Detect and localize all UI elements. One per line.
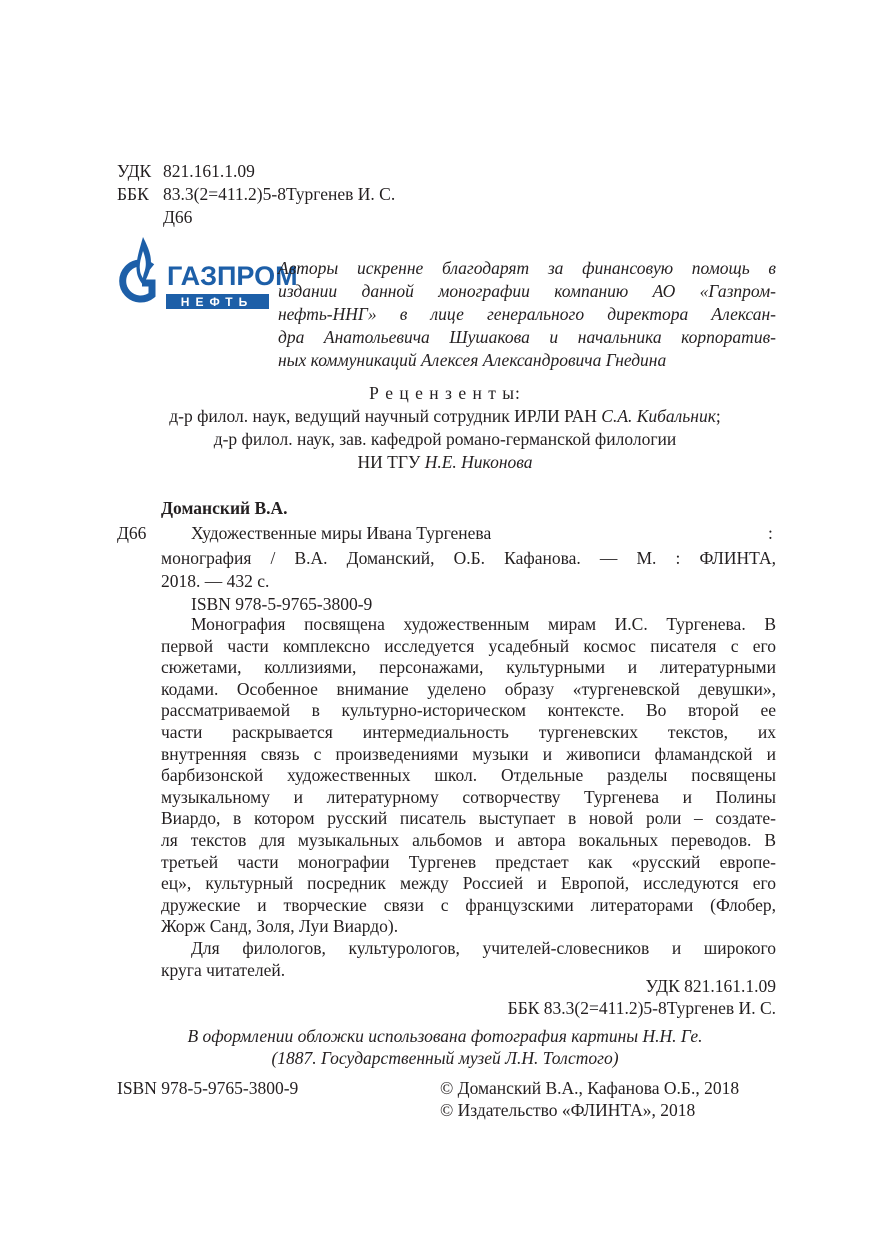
flame-g-icon [117, 237, 298, 313]
sponsor-line: Авторы искренне благодарят за финансовую помощь в [278, 258, 776, 278]
footer-isbn: ISBN 978-5-9765-3800-9 [117, 1078, 299, 1098]
annotation-line: рассматриваемой в культурно-историческом контексте. Во второй ее [161, 700, 776, 721]
bbk-line [117, 183, 517, 205]
footer-copyright-publisher: © Издательство «ФЛИНТА», 2018 [440, 1100, 696, 1120]
annotation-line: третьей части монографии Тургенев предстает как «русский европе- [161, 851, 776, 872]
cover-note-line1: В оформлении обложки использована фотография картины Н.Н. Ге. [187, 1026, 703, 1046]
entry-mark: Д66 [117, 523, 147, 543]
annotation-line: ец», культурный посредник между Россией и Европой, исследуются его [161, 873, 776, 894]
annotation-line: Виардо, в котором русский писатель выступает в новой роли – создате- [161, 808, 776, 829]
reviewers-heading: Р е ц е н з е н т ы: [369, 383, 521, 403]
reviewers-block [110, 382, 780, 474]
bbk-value: 83.3(2=411.2)5-8Тургенев И. С. [163, 184, 396, 204]
cover-note [110, 1025, 780, 1069]
entry-isbn: ISBN 978-5-9765-3800-9 [191, 594, 373, 614]
sponsor-acknowledgement [278, 257, 776, 372]
udk-value: 821.161.1.09 [163, 161, 255, 181]
annotation-line: барбизонской художественных школ. Отдельные разделы посвящены [161, 765, 776, 786]
classification-block [117, 160, 517, 228]
bottom-udk: УДК 821.161.1.09 [645, 976, 776, 996]
annotation-line: дружеские и творческие связи с французскими литераторами (Флобер, [161, 894, 776, 915]
logo-subword: НЕФТЬ [180, 295, 254, 309]
author-mark-line [117, 206, 517, 228]
cover-note-line2: (1887. Государственный музей Л.Н. Толстого) [271, 1048, 619, 1068]
reviewer-2: НИ ТГУ Н.Е. Никонова [357, 452, 533, 472]
entry-author-heading: Доманский В.А. [161, 498, 288, 518]
logo-word: ГАЗПРОМ [167, 261, 298, 291]
annotation-line: Монография посвящена художественным мирам И.С. Тургенева. В [191, 614, 776, 634]
sponsor-line: дра Анатольевича Шушакова и начальника корпоратив- [278, 327, 776, 347]
annotation-line: музыкальному и литературному сотворчеству Тургенева и Полины [161, 786, 776, 807]
audience-line: круга читателей. [161, 959, 286, 980]
annotation-line: кодами. Особенное внимание уделено образу «тургеневской девушки», [161, 678, 776, 699]
sponsor-line: издании данной монографии компанию АО «Газпром- [278, 281, 776, 301]
entry-title-colon: : [768, 523, 773, 543]
annotation-line: внутренняя связь с произведениями музыки и живописи фламандской и [161, 743, 776, 764]
annotation-line: части раскрывается интермедиальность тургеневских текстов, их [161, 721, 776, 742]
reviewer-2-name: Н.Е. Никонова [424, 452, 533, 472]
annotation-line: сюжетами, коллизиями, персонажами, культурными и литературными [161, 657, 776, 678]
sponsor-line: ных коммуникаций Алексея Александровича Гнедина [278, 350, 667, 370]
sponsor-line: нефть-ННГ» в лице генерального директора Алексан- [278, 304, 776, 324]
entry-line3: 2018. — 432 с. [161, 571, 270, 591]
bbk-label: ББК [117, 184, 149, 204]
audience-line: Для филологов, культурологов, учителей-словесников и широкого [191, 937, 776, 958]
reviewer-1-name: С.А. Кибальник [601, 406, 716, 426]
udk-label: УДК [117, 161, 152, 181]
annotation-line: первой части комплексно исследуется усадебный космос писателя с его [161, 635, 776, 656]
annotation-line: Жорж Санд, Золя, Луи Виардо). [161, 916, 399, 937]
reviewer-2-line1: д-р филол. наук, зав. кафедрой романо-германской филологии [213, 429, 677, 449]
entry-line2: монография / В.А. Доманский, О.Б. Кафанова. — М. : ФЛИНТА, [161, 548, 776, 568]
bottom-bbk: ББК 83.3(2=411.2)5-8Тургенев И. С. [507, 998, 776, 1018]
udk-line [117, 160, 517, 182]
gazprom-neft-logo [117, 237, 298, 313]
reviewer-1: д-р филол. наук, ведущий научный сотрудник ИРЛИ РАН С.А. Кибальник; [169, 406, 721, 426]
entry-title: Художественные миры Ивана Тургенева [191, 523, 492, 543]
annotation [161, 614, 776, 981]
annotation-line: ля текстов для музыкальных альбомов и автора вокальных переводов. В [161, 829, 776, 850]
author-mark: Д66 [163, 207, 193, 227]
footer-copyright-authors: © Доманский В.А., Кафанова О.Б., 2018 [440, 1078, 740, 1098]
